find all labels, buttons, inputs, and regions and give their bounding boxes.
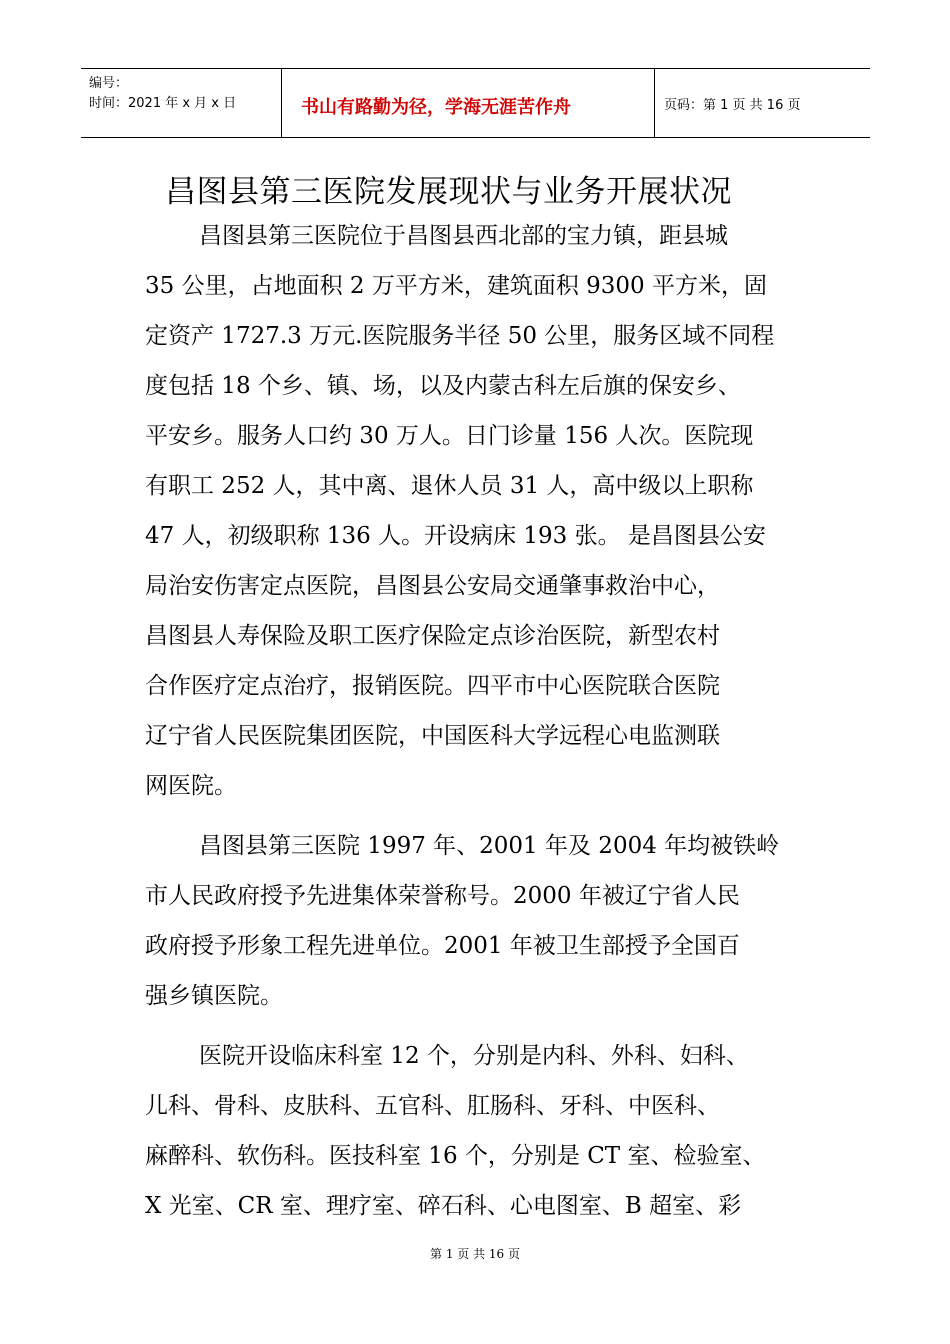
body-line: 市人民政府授予先进集体荣誉称号。2000 年被辽宁省人民	[145, 883, 740, 909]
page-footer: 第 1 页 共 16 页	[430, 1247, 520, 1261]
body-line: 儿科、骨科、皮肤科、五官科、肛肠科、牙科、中医科、	[145, 1093, 720, 1119]
body-line: 局治安伤害定点医院，昌图县公安局交通肇事救治中心，	[145, 573, 720, 599]
body-line: 有职工 252 人，其中离、退休人员 31 人，高中级以上职称	[145, 473, 754, 499]
paragraph-gap	[145, 1021, 825, 1031]
body-line: 平安乡。服务人口约 30 万人。日门诊量 156 人次。医院现	[145, 423, 754, 449]
body-line: X 光室、CR 室、理疗室、碎石科、心电图室、B 超室、彩	[145, 1193, 742, 1219]
body-line: 47 人，初级职称 136 人。开设病床 193 张。 是昌图县公安	[145, 523, 766, 549]
document-title: 昌图县第三医院发展现状与业务开展状况	[165, 174, 732, 210]
document-number-label: 编号：	[89, 76, 129, 91]
body-line: 定资产 1727.3 万元.医院服务半径 50 公里，服务区域不同程	[145, 323, 775, 349]
body-line: 合作医疗定点治疗，报销医院。四平市中心医院联合医院	[145, 673, 720, 699]
body-line: 昌图县第三医院 1997 年、2001 年及 2004 年均被铁岭	[199, 833, 780, 859]
body-line: 网医院。	[145, 773, 237, 799]
body-line: 强乡镇医院。	[145, 983, 283, 1009]
body-line: 昌图县人寿保险及职工医疗保险定点诊治医院，新型农村	[145, 623, 720, 649]
paragraph-gap	[145, 811, 825, 821]
header-page-cell	[655, 69, 870, 137]
body-line: 35 公里，占地面积 2 万平方米，建筑面积 9300 平方米，固	[145, 273, 767, 299]
document-body	[145, 211, 825, 1231]
header-meta-cell	[81, 69, 282, 137]
body-line: 昌图县第三医院位于昌图县西北部的宝力镇，距县城	[199, 223, 728, 249]
header-motto: 书山有路勤为径，学海无涯苦作舟	[301, 97, 571, 118]
body-line: 政府授予形象工程先进单位。2001 年被卫生部授予全国百	[145, 933, 740, 959]
body-line: 辽宁省人民医院集团医院，中国医科大学远程心电监测联	[145, 723, 720, 749]
document-header	[81, 68, 870, 138]
body-line: 医院开设临床科室 12 个，分别是内科、外科、妇科、	[199, 1043, 749, 1069]
header-motto-cell	[282, 69, 655, 137]
header-page-info: 页码：第 1 页 共 16 页	[664, 98, 801, 113]
body-line: 麻醉科、软伤科。医技科室 16 个，分别是 CT 室、检验室、	[145, 1143, 766, 1169]
document-date-label: 时间：2021 年 x 月 x 日	[89, 96, 237, 111]
body-line: 度包括 18 个乡、镇、场，以及内蒙古科左后旗的保安乡、	[145, 373, 741, 399]
